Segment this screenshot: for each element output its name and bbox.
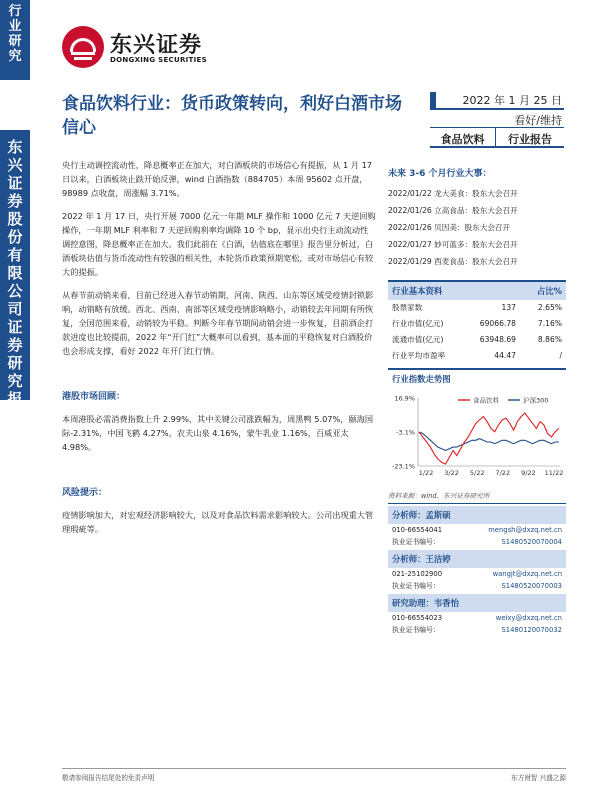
logo-chinese-name: 东兴证券 (110, 33, 203, 58)
sidebar-category-text (0, 0, 30, 64)
table-header (388, 280, 566, 300)
row-label: 流通市值(亿元) (392, 335, 444, 344)
sidebar-category-block (0, 0, 30, 80)
sidebar-char: 公 (7, 282, 23, 300)
row-label: 股票家数 (392, 303, 423, 312)
page-footer (62, 768, 566, 782)
sidebar-char: 兴 (7, 156, 23, 174)
analyst-contact (388, 568, 566, 580)
report-type-tag: 行业报告 (508, 133, 552, 146)
main-body (62, 158, 376, 545)
legend-label: 沪深300 (523, 396, 549, 405)
legend-label: 食品饮料 (473, 396, 499, 405)
logo-english-name: DONGXING SECURITIES (110, 56, 207, 64)
row-pct: / (559, 351, 562, 360)
chart-source: 资料来源：wind、东兴证券研究所 (388, 490, 566, 504)
sidebar-char: 证 (7, 174, 23, 192)
analyst-cert (388, 624, 566, 636)
table-header-right: 占比% (536, 286, 562, 296)
sidebar-char: 报 (7, 390, 23, 408)
cert-label: 执业证书编号： (392, 582, 440, 590)
analyst-email[interactable]: mengsh@dxzq.net.cn (488, 526, 562, 534)
report-title: 食品饮料行业：货币政策转向，利好白酒市场信心 (62, 94, 402, 138)
sidebar-char: 份 (7, 228, 23, 246)
event-item: 2022/01/27 妙可蓝多：股东大会召开 (388, 240, 518, 249)
cert-label: 执业证书编号： (392, 626, 440, 634)
analyst-contact (388, 612, 566, 624)
trend-chart (388, 392, 566, 482)
sidebar-company-text (0, 130, 30, 426)
sidebar-char: 业 (8, 19, 22, 34)
x-tick-label: 7/22 (495, 469, 511, 477)
sidebar-char: 有 (7, 246, 23, 264)
y-tick-label: 16.9% (394, 394, 415, 403)
cert-number: S1480520070004 (501, 538, 562, 546)
x-tick-label: 9/22 (521, 469, 536, 477)
sidebar-char: 告 (7, 408, 23, 426)
report-date: 2022 年 1 月 25 日 (430, 92, 564, 110)
analyst-name: 分析师：孟斯硕 (388, 506, 566, 524)
event-item: 2022/01/26 贝因美：股东大会召开 (388, 223, 511, 232)
table-row (388, 348, 566, 364)
event-item: 2022/01/26 立高食品：股东大会召开 (388, 206, 518, 215)
row-pct: 8.86% (537, 335, 562, 344)
analyst-phone: 021-25102900 (392, 570, 443, 578)
analyst-cert (388, 580, 566, 592)
sidebar-company-block (0, 130, 30, 426)
footer-disclaimer: 敬请参阅报告结尾处的免责声明 (62, 774, 155, 782)
body-paragraph: 央行主动调控流动性，降息概率正在加大，对白酒板块的市场信心有提振，从 1 月 17 日以来，白酒板块止跌开始反弹，wind 白酒指数（884705）本周 95602 点开盘，98989 点收盘，周涨幅 3.71%。 (62, 160, 372, 198)
rating-label: 看好/维持 (430, 110, 564, 128)
row-value: 137 (501, 303, 516, 312)
row-pct: 2.65% (537, 303, 562, 312)
y-tick-label: -3.1% (396, 428, 415, 437)
series-line (419, 432, 559, 451)
row-value: 63948.69 (479, 335, 516, 344)
analyst-block (388, 506, 566, 636)
row-value: 69066.78 (479, 319, 516, 328)
body-paragraph: 2022 年 1 月 17 日，央行开展 7000 亿元一年期 MLF 操作和 1000 亿元 7 天逆回购操作，一年期 MLF 利率和 7 天逆回购利率均调降 10 个 bp，显示出央行主动流动性调控意图，降息概率正在加大。我们此前在《白酒，估值底在哪里》报告里分析过，白酒板块估值与货币流动性有较强的相关性，本轮货币政策预期宽松，或对市场信心有较大的提振。 (62, 211, 376, 277)
event-item: 2022/01/22 龙大美食：股东大会召开 (388, 189, 518, 198)
analyst-email[interactable]: wangjt@dxzq.net.cn (492, 570, 562, 578)
row-label: 行业市值(亿元) (392, 319, 444, 328)
footer-slogan: 东方财智 兴盛之源 (511, 774, 566, 782)
sidebar-char: 东 (7, 138, 23, 156)
table-row (388, 316, 566, 332)
series-line (419, 413, 559, 464)
hk-market-text: 本周港股必需消费指数上升 2.99%，其中关键公司涨跌幅为，周黑鸭 5.07%，颐海国际-2.31%，中国飞鹤 4.27%，农夫山泉 4.16%，蒙牛乳业 1.16%，百威亚太 4.98%。 (62, 414, 374, 452)
hk-market-heading: 港股市场回顾： (62, 392, 126, 402)
sidebar-char: 研 (7, 354, 23, 372)
event-item: 2022/01/29 西麦食品：股东大会召开 (388, 257, 518, 266)
analyst-name: 研究助理：韦香怡 (388, 594, 566, 612)
table-row (388, 332, 566, 348)
x-tick-label: 1/22 (418, 469, 434, 477)
analyst-cert (388, 536, 566, 548)
sidebar-char: 股 (7, 210, 23, 228)
risk-text: 疫情影响加大，对宏观经济影响较大，以及对食品饮料需求影响较大。公司出现重大管理瑕疵等。 (62, 510, 374, 534)
row-label: 行业平均市盈率 (392, 351, 446, 360)
industry-basic-table (388, 280, 566, 364)
x-tick-label: 11/22 (544, 469, 564, 477)
sidebar-char: 券 (7, 336, 23, 354)
cert-number: S1480120070032 (501, 626, 562, 634)
x-tick-label: 5/22 (469, 469, 485, 477)
report-tags (430, 128, 564, 148)
body-paragraph: 从春节前动销来看，目前已经进入春节动销期，河南、陕西、山东等区域受疫情封锁影响，动销略有放缓。西北、西南、南部等区域受疫情影响略小，动销较去年同期有所恢复，全国范围来看，动销较为平稳。判断今年春节期间动销会进一步恢复，目前酒企打款进度也比较提前，2022 年“开门红”大概率可以看到，基本面的平稳恢复对白酒股价也会形成支撑，看好 2022 年开门红行情。 (62, 290, 374, 356)
sidebar-char: 限 (7, 264, 23, 282)
sidebar-char: 究 (7, 372, 23, 390)
sidebar-char: 证 (7, 318, 23, 336)
table-header-left: 行业基本资料 (392, 286, 443, 296)
trend-chart-svg (388, 392, 566, 482)
sidebar-char: 究 (8, 49, 22, 64)
trend-chart-header: 行业指数走势图 (388, 368, 566, 388)
sidebar-char: 研 (8, 34, 22, 49)
events-title: 未来 3-6 个月行业大事： (388, 169, 492, 179)
y-tick-label: -23.1% (392, 462, 415, 471)
logo-mark-icon (62, 26, 104, 68)
analyst-name: 分析师：王洁婷 (388, 550, 566, 568)
x-tick-label: 3/22 (444, 469, 459, 477)
table-row (388, 300, 566, 316)
analyst-email[interactable]: weixy@dxzq.net.cn (495, 614, 562, 622)
cert-number: S1480520070003 (501, 582, 562, 590)
cert-label: 执业证书编号： (392, 538, 440, 546)
analyst-phone: 010-66554023 (392, 614, 443, 622)
risk-heading: 风险提示： (62, 488, 108, 498)
sidebar-char: 行 (8, 4, 22, 19)
analyst-contact (388, 524, 566, 536)
side-panel (388, 166, 566, 636)
sidebar-char: 券 (7, 192, 23, 210)
industry-tag: 食品饮料 (430, 128, 496, 146)
analyst-phone: 010-66554041 (392, 526, 443, 534)
row-pct: 7.16% (537, 319, 562, 328)
sidebar (0, 0, 30, 800)
report-info-box (430, 92, 564, 148)
sidebar-char: 司 (7, 300, 23, 318)
row-value: 44.47 (494, 351, 516, 360)
company-logo (62, 26, 222, 70)
